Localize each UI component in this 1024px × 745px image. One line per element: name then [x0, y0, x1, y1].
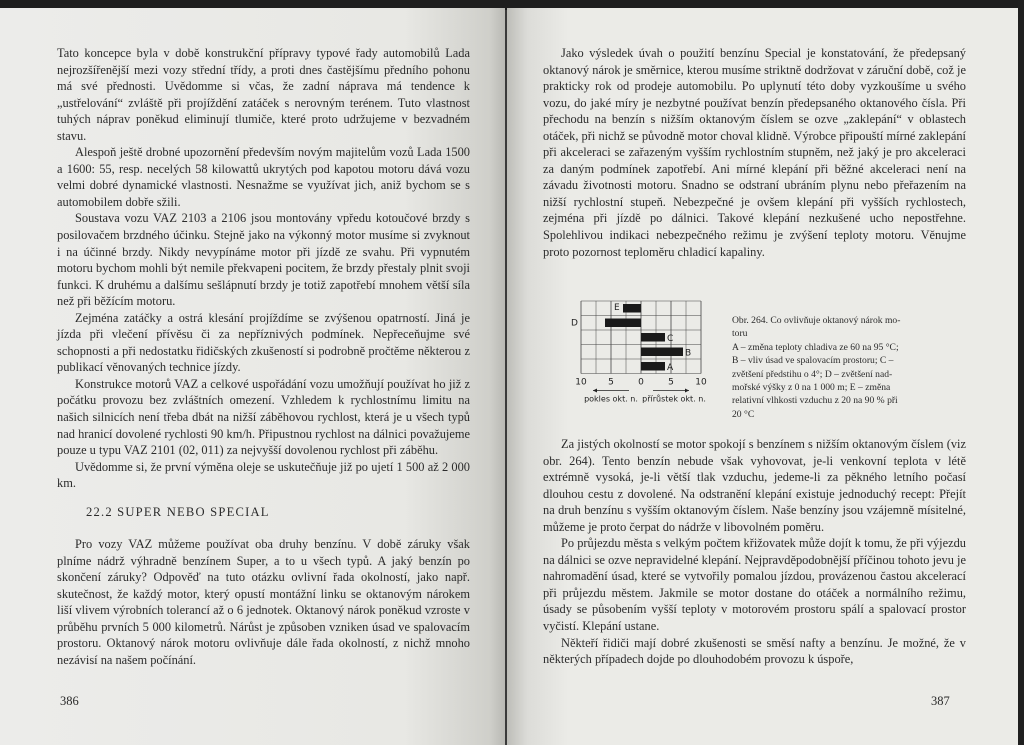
right-body-text-2 [543, 436, 966, 668]
paragraph: Soustava vozu VAZ 2103 a 2106 jsou montovány vpředu kotoučové brzdy s posilovačem brzdného účinku. Stejně jako na výkonný motor musíme si zvyknout i na účinné brzdy. Nikdy nevypínáme motor při jízdě ze svahu. Při vypnutém motoru bychom mohli být nemile překvapeni pocitem, že brzdy přestaly plnit svoji funkci. K druhému a dalšímu sešlápnutí brzdy je totiž zapotřebí mnohem větší síla než při běžícím motoru. [57, 211, 470, 309]
arrow-right-head [685, 389, 689, 393]
arrow-left-head [593, 389, 597, 393]
tick-label: 5 [668, 377, 674, 388]
left-body-text [57, 45, 470, 492]
octane-figure [563, 295, 723, 435]
paragraph: Konstrukce motorů VAZ a celkové uspořádání vozu umožňují používat ho již z počátku provozu bez zvláštních omezení. Vzhledem k rychlostnímu limitu na našich silnicích není třeba dbát na nižší záběhovou rychlost, která je u všech typů nad hranicí dovolené rychlosti 90 km/h. Připustnou rychlost na dálnici považujeme pouze u typu VAZ 2101 (02, 011) za nejvyšší dovolenou rychlost při záběhu. [57, 376, 470, 458]
caption-line: 20 °C [732, 408, 755, 420]
tick-label: 10 [695, 377, 707, 388]
paragraph: Zejména zatáčky a ostrá klesání projíždíme se zvýšenou opatrností. Jiná je jízda při vlečení přívěsu či za nepříznivých podmínek. Nepřeceňujme své schopnosti a při nedostatku řidičských zkušeností si podrobně pročtěme některou z publikací věnovaných technice jízdy. [57, 310, 470, 375]
tick-label: 5 [608, 377, 614, 388]
book-edge-shadow [1018, 0, 1024, 745]
axis-label-left: pokles okt. n. [584, 394, 638, 404]
axis-label-right: přírůstek okt. n. [642, 394, 706, 404]
page-number-left: 386 [60, 694, 79, 708]
bar-d [605, 319, 641, 328]
bar-label-c: C [667, 334, 674, 344]
paragraph: Někteří řidiči mají dobré zkušenosti se směsí nafty a benzínu. Je možné, že v některých případech dojde po dlouhodobém provozu k úspoře, [543, 635, 966, 667]
bar-b [641, 348, 683, 357]
paragraph: Pro vozy VAZ můžeme používat oba druhy benzínu. V době záruky však plníme nádrž výhradně benzínem Super, a to u všech typů. A jaký benzín po skončení záruky? Odpověď na tuto otázku ovlivní řada okolností, jako např. skutečnost, že každý motor, který opustí montážní linku se oktanovým nárokem liší vlivem výrobních tolerancí až o 6 jednotek. Oktanový nárok poněkud vzroste v průběhu prvních 5 000 kilometrů. Nárůst je způsoben vzniken úsad ve spalovacím prostoru. Oktanový nárok motoru ovlivňuje dále řada okolností, z nichž mnoho nezávisí na našem počínání. [57, 537, 470, 667]
caption-line: zvětšení předstihu o 4°; D – zvětšení nad- [732, 368, 893, 380]
right-body-text [543, 45, 966, 260]
caption-line: mořské výšky z 0 na 1 000 m; E – změna [732, 382, 891, 394]
caption-line: B – vliv úsad ve spalovacím prostoru; C – [732, 355, 894, 367]
left-page [0, 8, 505, 745]
left-body-text-2 [57, 536, 470, 668]
page-number-right: 387 [931, 694, 950, 708]
figure-caption [732, 314, 965, 421]
paragraph: Jako výsledek úvah o použití benzínu Special je konstatování, že předepsaný oktanový nárok je směrnice, kterou musíme striktně dodržovat v záruční době, což je prakticky rok od prodeje automobilu. Po uplynutí této doby vyzkoušíme u svého vozu, do jaké míry je nezbytné používat benzín předepsaného oktanového čísla. Při přechodu na benzín s nižším oktanovým číslem se ozve „zaklepání“ v oblastech otáček, při nichž se původně motor choval klidně. Výrobce připouští mírné zaklepání při akceleraci se zařazeným vyšším rychlostním stupněm, než jaký je pro akceleraci za daným podmínek zapotřebí. Ani mírné klepání při běžné akceleraci není na závadu životnosti motoru. Snadno se odstraní ubráním plynu nebo přeřazením na nižší rychlostní stupeň. Nebezpečné je ovšem klepání při vyšších rychlostech, zejména při jízdě po dálnici. Takové klepání nezkušené ucho nepostřehne. Spolehlivou indikaci nebezpečného režimu je zvýšení teploty motoru. Věnujme proto pozornost teploměru chladicí kapaliny. [543, 46, 966, 259]
bar-label-d: D [571, 318, 578, 329]
bar-a [641, 362, 665, 371]
paragraph: Za jistých okolností se motor spokojí s benzínem s nižším oktanovým číslem (viz obr. 264). Tento benzín nebude však vyhovovat, je-li venkovní teplota v létě extrémně vysoká, je-li větší tlak vzduchu, jedeme-li za pěkného letního počasí dlouhou cestu z dovolené. Na odstranění klepání existuje jednoduchý recept: Přejít na druh benzínu s vyšším oktanovým číslem. Naše benzíny jsou vzájemně mísitelné, můžeme je proto čerpat do nádrže v libovolném poměru. [543, 437, 966, 534]
tick-label: 10 [575, 377, 587, 388]
bar-e [623, 304, 641, 313]
paragraph: Alespoň ještě drobné upozornění především novým majitelům vozů Lada 1500 a 1600: 55, resp. necelých 58 kilowattů ukrytých pod kapotou motoru dává vozu velmi dobré dynamické vlastnosti. Nesnažme se využívat jich, aniž bychom se s automobilem dobře sžili. [57, 145, 470, 209]
bar-label-b: B [685, 348, 692, 359]
right-page [507, 8, 1018, 745]
bar-c [641, 333, 665, 342]
caption-line: relativní vlhkosti vzduchu z 20 na 90 % při [732, 395, 898, 407]
paragraph: Tato koncepce byla v době konstrukční přípravy typové řady automobilů Lada nejrozšířenější mezi vozy střední třídy, a proti dnes častějšímu předního pohonu má své přednosti. Uvědomme si včas, že zadní náprava má tendence k „ustřelování“ zvláště při projíždění zatáček s nerovným terénem. Tuto vlastnost tuhých náprav poněkud eliminují tlumiče, které proto udržujeme v bezvadném stavu. [57, 46, 470, 143]
caption-line: Obr. 264. Co ovlivňuje oktanový nárok mo- [732, 315, 901, 326]
bar-label-e: E [614, 303, 620, 313]
caption-line: toru [732, 328, 748, 340]
paragraph: Uvědomme si, že první výměna oleje se uskutečňuje již po ujetí 1 500 až 2 000 km. [57, 459, 470, 491]
tick-label: 0 [638, 377, 644, 388]
section-heading: 22.2 SUPER NEBO SPECIAL [86, 505, 270, 519]
caption-line: A – změna teploty chladiva ze 60 na 95 °C; [732, 341, 899, 353]
paragraph: Po průjezdu města s velkým počtem křižovatek může dojít k tomu, že při výjezdu na dálnici se ozve nepravidelné klepání. Nejpravděpodobnější příčinou tohoto jevu je nahromadění úsad, které se vytvořily pomalou jízdou, provázenou častou akcelerací při průjezdu městem. Jakmile se motor dostane do otáček a normálního režimu, úsady se působením vyšší teploty v motorovém prostoru spálí a spalovací prostor vyčistí. Klepání ustane. [543, 536, 966, 634]
bar-label-a: A [667, 363, 674, 373]
